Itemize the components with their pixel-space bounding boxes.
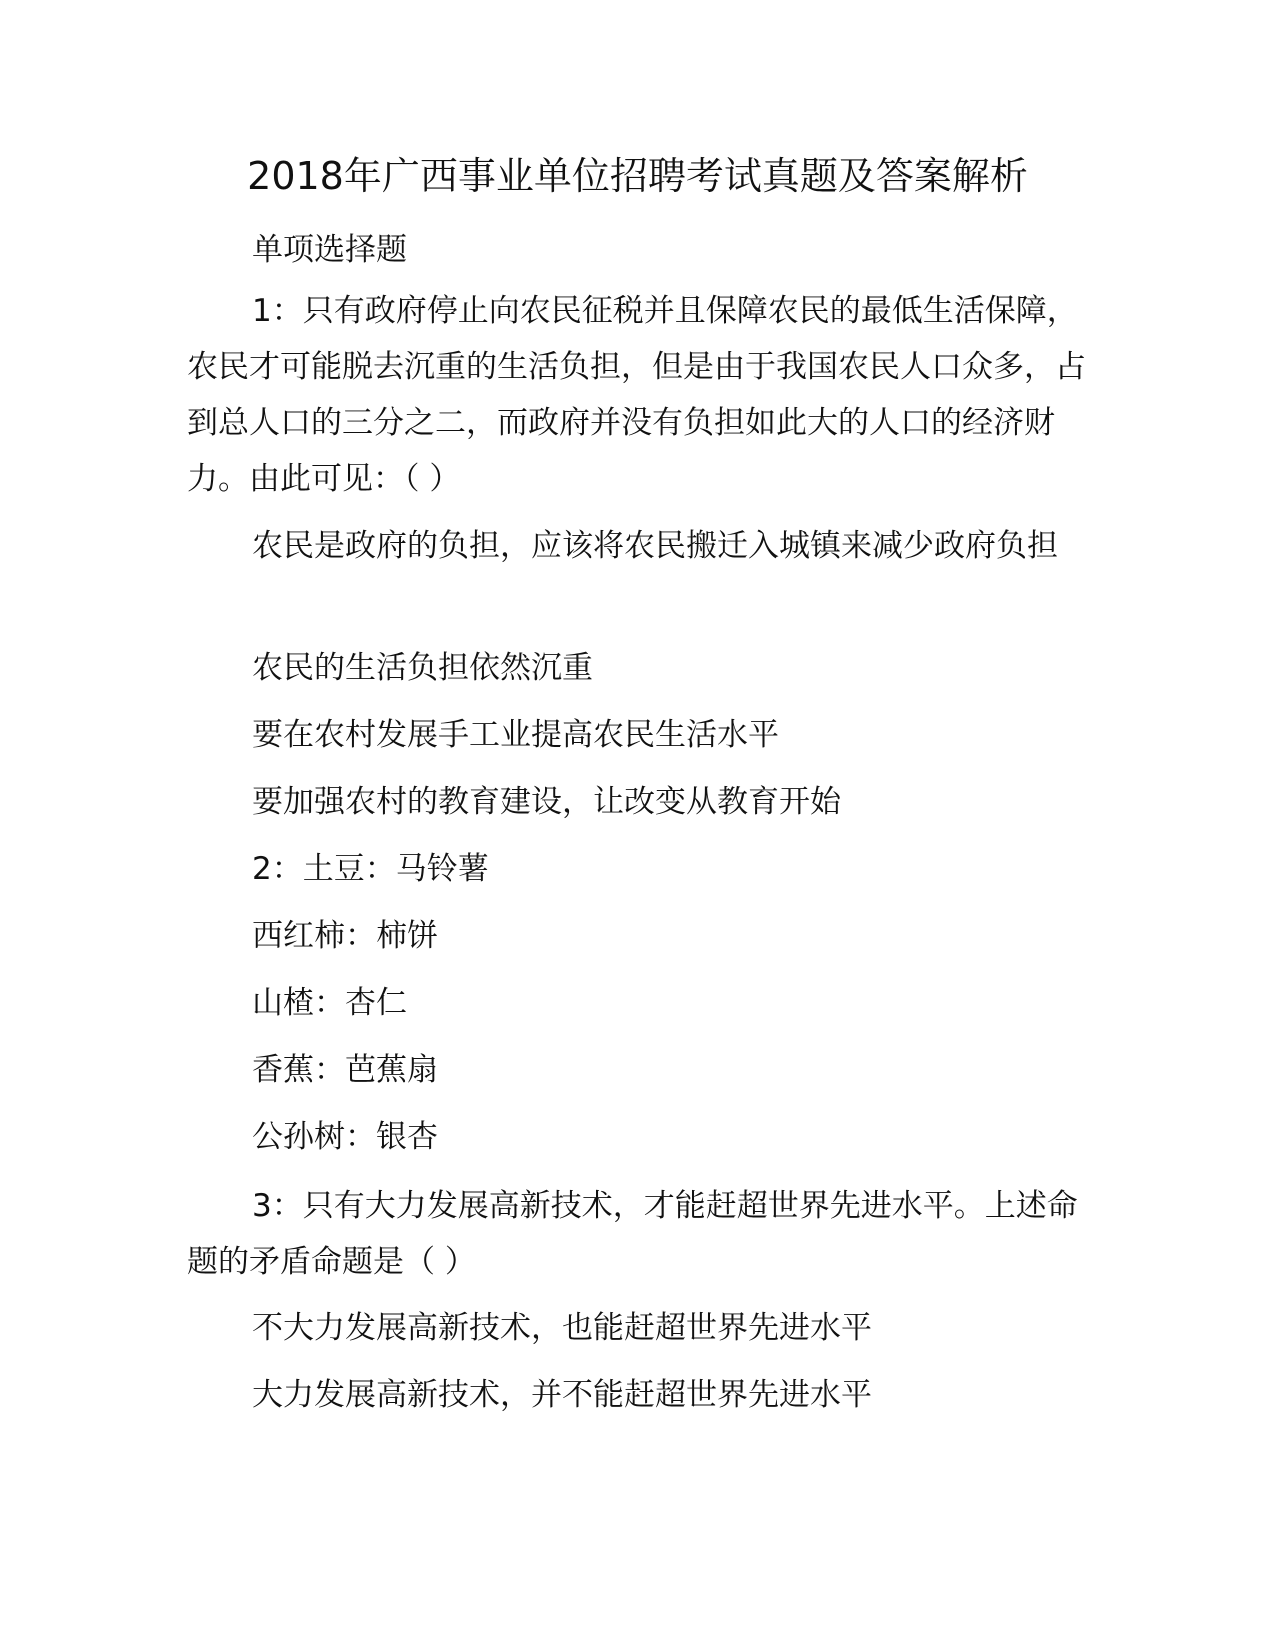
question-3-option-a: 不大力发展高新技术，也能赶超世界先进水平 [252, 1310, 872, 1346]
document-title: 2018年广西事业单位招聘考试真题及答案解析 [247, 154, 1028, 198]
question-1-option-b: 农民的生活负担依然沉重 [252, 650, 593, 686]
question-2-option-d: 公孙树：银杏 [252, 1119, 438, 1155]
question-1-option-a: 农民是政府的负担，应该将农民搬迁入城镇来减少政府负担 [252, 528, 1058, 564]
question-2-option-a: 西红柿：柿饼 [252, 918, 438, 954]
question-1-option-d: 要加强农村的教育建设，让改变从教育开始 [252, 784, 841, 820]
section-heading: 单项选择题 [252, 232, 407, 268]
question-2-text: 2：土豆：马铃薯 [252, 851, 489, 887]
question-1-option-c: 要在农村发展手工业提高农民生活水平 [252, 717, 779, 753]
question-1-text: 1：只有政府停止向农民征税并且保障农民的最低生活保障，农民才可能脱去沉重的生活负担，但是由于我国农民人口众多，占到总人口的三分之二，而政府并没有负担如此大的人口的经济财力。由此可见：（ ） [187, 293, 1086, 497]
question-3-text: 3：只有大力发展高新技术，才能赶超世界先进水平。上述命题的矛盾命题是（ ） [187, 1188, 1078, 1280]
question-3-option-b: 大力发展高新技术，并不能赶超世界先进水平 [252, 1377, 872, 1413]
question-2-option-b: 山楂：杏仁 [252, 985, 407, 1021]
question-2-option-c: 香蕉：芭蕉扇 [252, 1052, 438, 1088]
